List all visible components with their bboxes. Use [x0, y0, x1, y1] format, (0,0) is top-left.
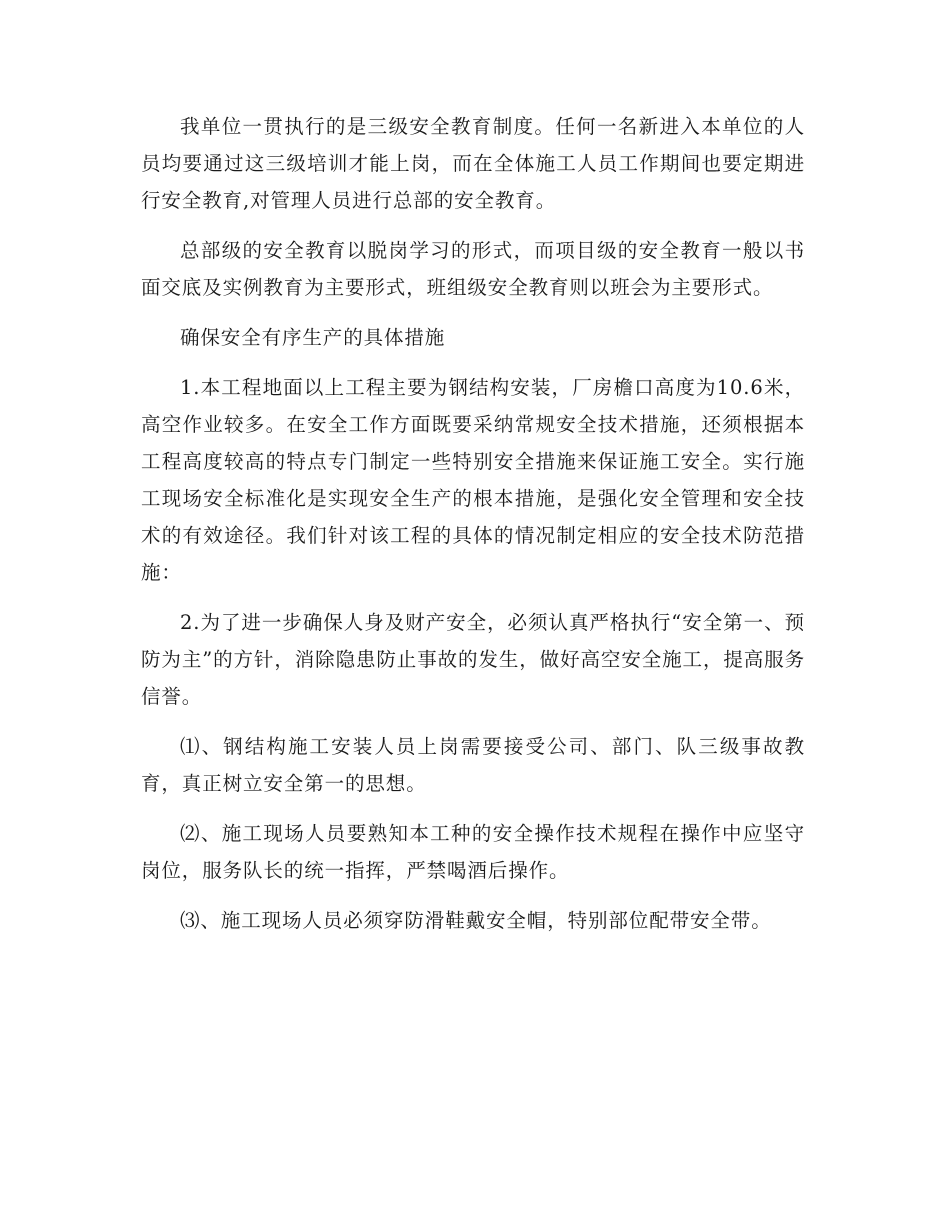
- paragraph-item-1: ⑴、钢结构施工安装人员上岗需要接受公司、部门、队三级事故教育，真正树立安全第一的思想。: [141, 735, 805, 795]
- document-page: [141, 108, 805, 952]
- paragraph-measure-2: 2.为了进一步确保人身及财产安全，必须认真严格执行“安全第一、预防为主”的方针，消除隐患防止事故的发生，做好高空安全施工，提高服务信誉。: [141, 611, 805, 708]
- paragraph-measure-1: 1.本工程地面以上工程主要为钢结构安装，厂房檐口高度为10.6米，高空作业较多。在安全工作方面既要采纳常规安全技术措施，还须根据本工程高度较高的特点专门制定一些特别安全措施来保证施工安全。实行施工现场安全标准化是实现安全生产的根本措施，是强化安全管理和安全技术的有效途径。我们针对该工程的具体的情况制定相应的安全技术防范措施：: [141, 376, 805, 584]
- paragraph-item-3: ⑶、施工现场人员必须穿防滑鞋戴安全帽，特别部位配带安全带。: [180, 909, 772, 932]
- paragraph-education-system: 我单位一贯执行的是三级安全教育制度。任何一名新进入本单位的人员均要通过这三级培训才能上岗，而在全体施工人员工作期间也要定期进行安全教育,对管理人员进行总部的安全教育。: [141, 115, 805, 212]
- section-heading: 确保安全有序生产的具体措施: [180, 326, 446, 349]
- paragraph-education-forms: 总部级的安全教育以脱岗学习的形式，而项目级的安全教育一般以书面交底及实例教育为主要形式，班组级安全教育则以班会为主要形式。: [141, 239, 805, 299]
- paragraph-item-2: ⑵、施工现场人员要熟知本工种的安全操作技术规程在操作中应坚守岗位，服务队长的统一指挥，严禁喝酒后操作。: [141, 822, 805, 882]
